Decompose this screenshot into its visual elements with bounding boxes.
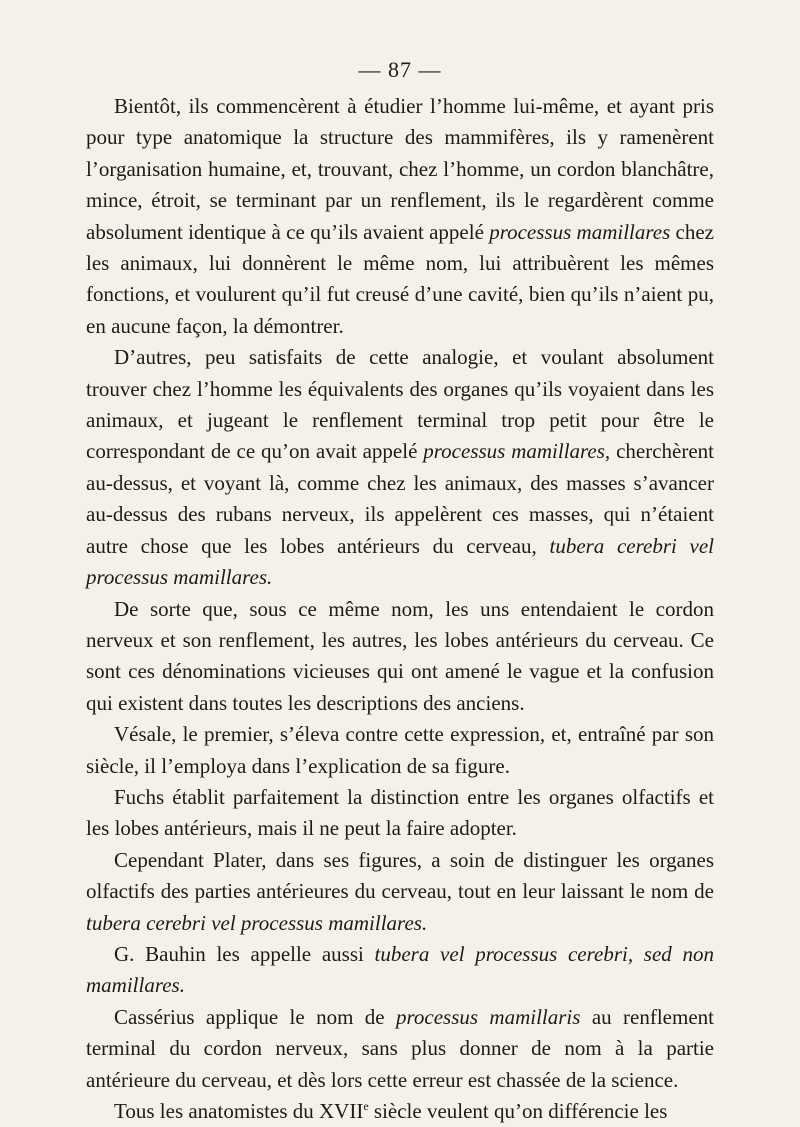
paragraph-text: De sorte que, sous ce même nom, les uns entendaient le cordon nerveux et son renflement, les autres, les lobes antérieurs du cerveau. Ce sont ces dénominations vicieuses qui ont amené le vague et la confusion qui existent dans toutes les descriptions des anciens. [86, 596, 714, 715]
paragraph-text: cherchèrent au-dessus, et voyant là, comme chez les animaux, des masses s’avancer au-dessus des rubans nerveux, ils appelèrent ces masses, qui n’étaient autre chose que les lobes antérieurs du cerveau, [86, 439, 714, 558]
paragraph-text: Tous les anatomistes du XVII [114, 1099, 364, 1123]
paragraph-6 [86, 845, 714, 939]
paragraph-5 [86, 782, 714, 845]
paragraph-text: G. Bauhin les appelle aussi [114, 941, 375, 966]
paragraph-text: Vésale, le premier, s’éleva contre cette expression, et, entraîné par son siècle, il l’employa dans l’explication de sa figure. [86, 722, 714, 778]
paragraph-text: D’autres, peu satisfaits de cette analogie, et voulant absolument trouver chez l’homme les équivalents des organes qu’ils voyaient dans les animaux, et jugeant le renflement terminal trop petit pour être le correspondant de ce qu’on avait appelé [86, 345, 714, 464]
latin-term: processus mamillares, [423, 439, 611, 464]
page-number: — 87 — [358, 57, 442, 82]
paragraph-text: Bientôt, ils commencèrent à étudier l’homme lui-même, et ayant pris pour type anatomique la structure des mammifères, ils y ramenèrent l’organisation humaine, et, trouvant, chez l’homme, un cordon blanchâtre, mince, étroit, se terminant par un renflement, ils le regardèrent comme absolument identique à ce qu’ils avaient appelé [86, 94, 714, 244]
latin-term: processus mamillaris [396, 1004, 581, 1029]
paragraph-7 [86, 939, 714, 1002]
latin-term: tubera vel processus cerebri, sed non mamillares. [86, 941, 714, 998]
paragraph-text: Cependant Plater, dans ses figures, a soin de distinguer les organes olfactifs des parties antérieures du cerveau, tout en leur laissant le nom de [86, 847, 714, 904]
paragraph-text: Fuchs établit parfaitement la distinction entre les organes olfactifs et les lobes antérieurs, mais il ne peut la faire adopter. [86, 784, 714, 841]
paragraph-3 [86, 594, 714, 720]
paragraph-text: chez les animaux, lui donnèrent le même nom, lui attribuèrent les mêmes fonctions, et voulurent qu’il fut creusé d’une cavité, bien qu’ils n’aient pu, en aucune façon, la démontrer. [86, 219, 714, 338]
document-page [86, 56, 714, 1127]
latin-term: tubera cerebri vel processus mamillares. [86, 910, 428, 935]
latin-term: tubera cerebri vel processus mamillares. [86, 533, 715, 590]
latin-term: processus mamillares [489, 219, 671, 244]
paragraph-text: Cassérius applique le nom de [114, 1004, 396, 1029]
paragraph-1 [86, 91, 714, 342]
paragraph-text: au renflement terminal du cordon nerveux, sans plus donner de nom à la partie antérieure du cerveau, et dès lors cette erreur est chassée de la science. [86, 1004, 714, 1092]
paragraph-8 [86, 1002, 714, 1096]
paragraph-4 [86, 719, 714, 782]
paragraph-text: siècle veulent qu’on différencie les [368, 1099, 668, 1123]
paragraph-2 [86, 342, 714, 593]
superscript-ordinal: e [363, 1099, 369, 1113]
